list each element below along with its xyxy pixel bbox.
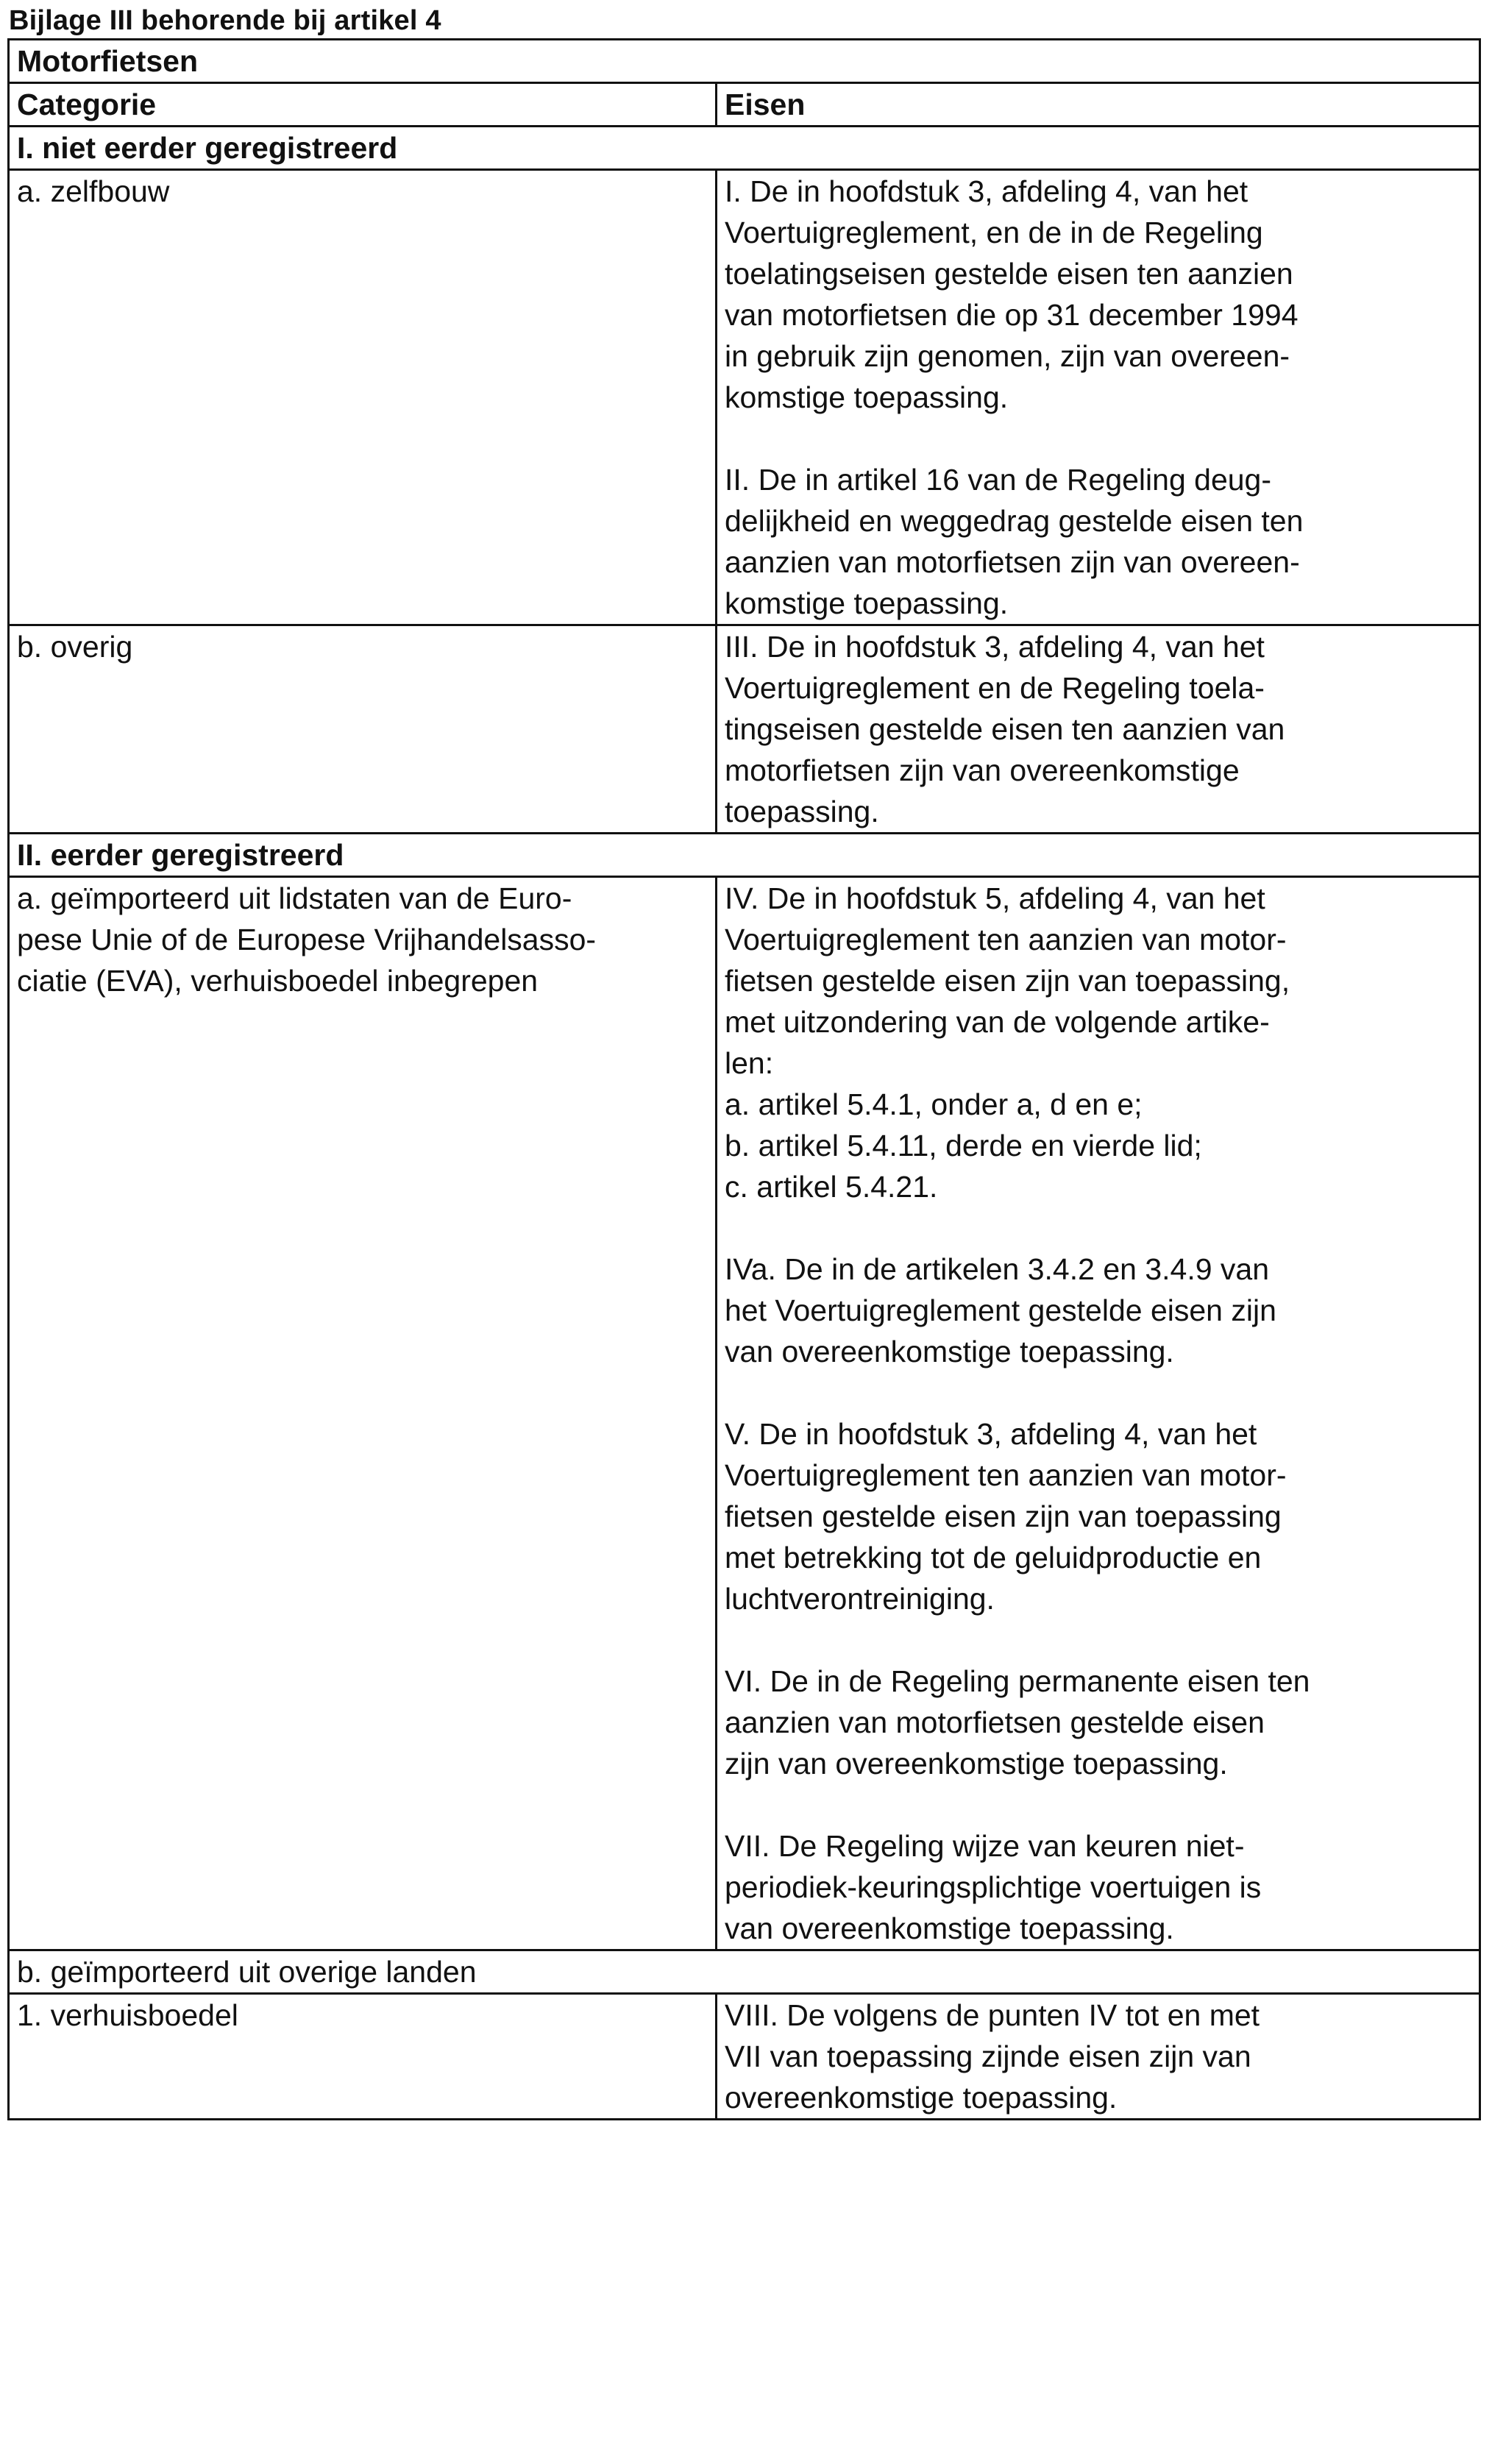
requirement-line: V. De in hoofdstuk 3, afdeling 4, van het <box>725 1417 1257 1451</box>
requirement-line: van motorfietsen die op 31 december 1994 <box>725 298 1299 332</box>
requirement-line: III. De in hoofdstuk 3, afdeling 4, van het <box>725 630 1265 664</box>
requirement-item <box>725 1825 1471 1949</box>
requirement-line: I. De in hoofdstuk 3, afdeling 4, van het <box>725 174 1248 208</box>
requirement-line: tingseisen gestelde eisen ten aanzien van <box>725 712 1285 746</box>
column-header-row <box>9 83 1480 127</box>
section-heading-row <box>9 127 1480 170</box>
requirement-line: b. artikel 5.4.11, derde en vierde lid; <box>725 1129 1202 1162</box>
requirement-line: aanzien van motorfietsen gestelde eisen <box>725 1705 1265 1739</box>
requirement-line: Voertuigreglement ten aanzien van motor- <box>725 923 1287 956</box>
category-cell: b. overig <box>9 625 717 834</box>
category-cell: 1. verhuisboedel <box>9 1994 717 2120</box>
requirement-line: IVa. De in de artikelen 3.4.2 en 3.4.9 van <box>725 1252 1270 1286</box>
subsection-heading: b. geïmporteerd uit overige landen <box>9 1950 1480 1994</box>
requirement-item <box>725 171 1471 418</box>
requirement-line: motorfietsen zijn van overeenkomstige <box>725 753 1240 787</box>
table-row <box>9 877 1480 1950</box>
section-heading: II. eerder geregistreerd <box>9 834 1480 877</box>
requirement-line: len: <box>725 1046 774 1080</box>
requirement-line: fietsen gestelde eisen zijn van toepassing <box>725 1499 1282 1533</box>
requirement-line: zijn van overeenkomstige toepassing. <box>725 1747 1228 1780</box>
column-header-categorie: Categorie <box>9 83 717 127</box>
category-line: ciatie (EVA), verhuisboedel inbegrepen <box>17 964 539 998</box>
requirement-line: luchtverontreiniging. <box>725 1582 995 1616</box>
table-row <box>9 170 1480 625</box>
requirement-line: overeenkomstige toepassing. <box>725 2081 1118 2115</box>
requirement-line: a. artikel 5.4.1, onder a, d en e; <box>725 1087 1143 1121</box>
requirement-line: VII. De Regeling wijze van keuren niet- <box>725 1829 1245 1863</box>
requirements-table <box>7 38 1481 2120</box>
requirement-line: toepassing. <box>725 795 879 828</box>
requirement-line: delijkheid en weggedrag gestelde eisen ten <box>725 504 1304 538</box>
requirement-item <box>725 459 1471 624</box>
requirement-line: komstige toepassing. <box>725 586 1009 620</box>
requirement-line: aanzien van motorfietsen zijn van overeen- <box>725 545 1300 579</box>
category-line: a. geïmporteerd uit lidstaten van de Euro- <box>17 881 572 915</box>
requirement-line: II. De in artikel 16 van de Regeling deug- <box>725 463 1272 497</box>
requirement-line: c. artikel 5.4.21. <box>725 1170 938 1204</box>
requirement-line: Voertuigreglement en de Regeling toela- <box>725 671 1265 705</box>
requirements-cell <box>717 877 1480 1950</box>
requirement-line: IV. De in hoofdstuk 5, afdeling 4, van het <box>725 881 1265 915</box>
section-heading: I. niet eerder geregistreerd <box>9 127 1480 170</box>
requirement-line: VI. De in de Regeling permanente eisen ten <box>725 1664 1310 1698</box>
table-title-row <box>9 40 1480 83</box>
requirement-line: van overeenkomstige toepassing. <box>725 1335 1174 1368</box>
section-heading-row <box>9 834 1480 877</box>
subsection-heading-row <box>9 1950 1480 1994</box>
requirement-line: met betrekking tot de geluidproductie en <box>725 1541 1262 1574</box>
column-header-eisen: Eisen <box>717 83 1480 127</box>
category-cell: a. zelfbouw <box>9 170 717 625</box>
requirement-line: het Voertuigreglement gestelde eisen zijn <box>725 1293 1276 1327</box>
requirement-item <box>725 1249 1471 1372</box>
requirement-line: VII van toepassing zijnde eisen zijn van <box>725 2039 1251 2073</box>
requirements-cell <box>717 170 1480 625</box>
requirement-line: van overeenkomstige toepassing. <box>725 1911 1174 1945</box>
requirement-item <box>725 1413 1471 1619</box>
table-row <box>9 1994 1480 2120</box>
requirement-line: periodiek-keuringsplichtige voertuigen is <box>725 1870 1262 1904</box>
requirement-item <box>725 1661 1471 1784</box>
requirement-line: komstige toepassing. <box>725 380 1009 414</box>
requirement-line: in gebruik zijn genomen, zijn van overeen- <box>725 339 1290 373</box>
category-line: pese Unie of de Europese Vrijhandelsasso- <box>17 923 597 956</box>
requirement-line: VIII. De volgens de punten IV tot en met <box>725 1998 1260 2032</box>
requirement-item <box>725 878 1471 1207</box>
table-row <box>9 625 1480 834</box>
requirements-cell <box>717 1994 1480 2120</box>
requirements-cell <box>717 625 1480 834</box>
requirement-item <box>725 1995 1471 2118</box>
requirement-line: met uitzondering van de volgende artike- <box>725 1005 1270 1039</box>
requirement-line: toelatingseisen gestelde eisen ten aanzien <box>725 257 1293 291</box>
requirement-item <box>725 626 1471 832</box>
table-title: Motorfietsen <box>9 40 1480 83</box>
annex-caption: Bijlage III behorende bij artikel 4 <box>9 5 441 36</box>
requirement-line: Voertuigreglement ten aanzien van motor- <box>725 1458 1287 1492</box>
category-cell <box>9 877 717 1950</box>
requirement-line: Voertuigreglement, en de in de Regeling <box>725 216 1263 249</box>
requirement-line: fietsen gestelde eisen zijn van toepassing, <box>725 964 1290 998</box>
